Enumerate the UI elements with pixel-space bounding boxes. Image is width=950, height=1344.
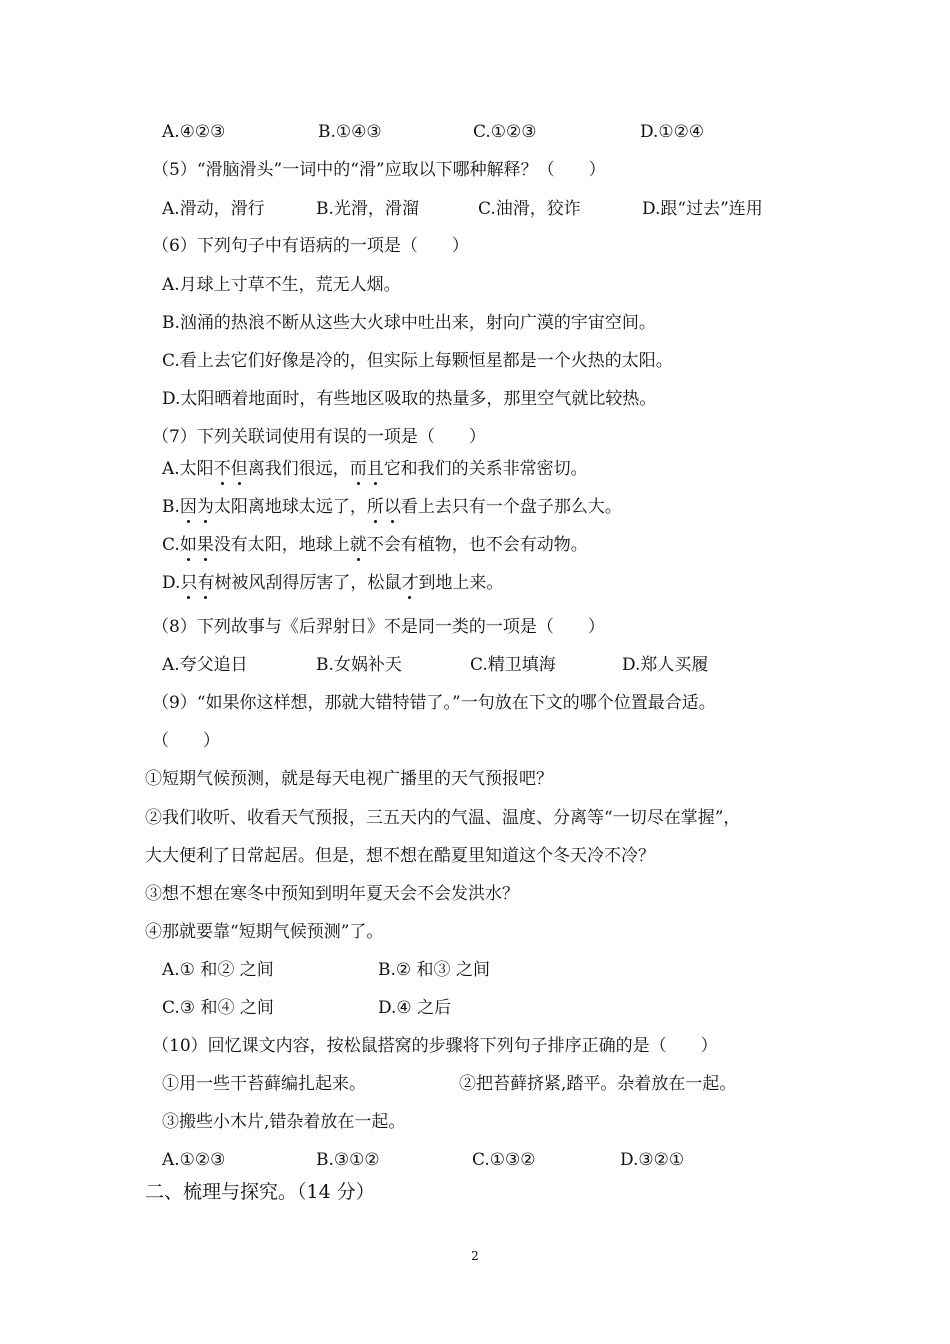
q7b-emphasis-4: 以 [383,497,401,517]
q8-option-a: A.夸父追日 [162,655,248,675]
q7a-emphasis-2: 但 [230,459,248,479]
q7c-emphasis-3: 就 [349,535,367,555]
q7c-text-1: C. [162,535,180,555]
q7b-emphasis-2: 为 [196,497,214,517]
q6-option-d: D.太阳晒着地面时，有些地区吸取的热量多，那里空气就比较热。 [162,389,657,409]
q7b-text-1: B. [162,497,180,517]
q9-passage-2: ②我们收听、收看天气预报，三五天内的气温、温度、分离等“一切尽在掌握”， [145,808,741,828]
q7c-emphasis-2: 果 [196,535,214,555]
q7c-text-2: 没有太阳，地球上 [213,535,350,555]
q8-option-d: D.郑人买履 [622,655,709,675]
q7b-text-3: 看上去只有一个盘子那么大。 [400,497,622,517]
q7b-text-2: 太阳离地球太远了， [213,497,367,517]
q10-option-d: D.③②① [620,1150,685,1170]
q9-option-a: A.① 和② 之间 [162,960,274,980]
q4-option-c: C.①②③ [473,122,537,142]
q4-option-a: A.④②③ [162,122,226,142]
q7-option-b [162,495,622,519]
q7a-emphasis-3: 而 [349,459,367,479]
q7d-text-1: D. [162,573,181,593]
q5-option-b: B.光滑，滑溜 [316,199,419,219]
q9-option-d: D.④ 之后 [378,998,452,1018]
q7c-emphasis-1: 如 [179,535,197,555]
q6-stem: （6）下列句子中有语病的一项是（ ） [152,236,469,256]
q9-passage-4: ③想不想在寒冬中预知到明年夏天会不会发洪水？ [145,884,519,904]
q10-item-3: ③搬些小木片,错杂着放在一起。 [162,1112,406,1132]
q8-stem: （8）下列故事与《后羿射日》不是同一类的一项是（ ） [152,617,605,637]
q7a-text-1: A.太阳 [162,459,214,479]
q8-option-c: C.精卫填海 [470,655,556,675]
q10-option-c: C.①③② [472,1150,536,1170]
q9-option-b: B.② 和③ 之间 [378,960,490,980]
q5-stem: （5）“滑脑滑头”一词中的“滑”应取以下哪种解释？（ ） [152,160,606,180]
q7a-text-3: 它和我们的关系非常密切。 [383,459,588,479]
q7d-text-3: 到地上来。 [418,573,504,593]
page-number: 2 [471,1249,479,1263]
q10-option-a: A.①②③ [162,1150,226,1170]
q7-option-d [162,571,503,595]
q7-stem: （7）下列关联词使用有误的一项是（ ） [152,427,486,447]
q10-stem: （10）回忆课文内容，按松鼠搭窝的步骤将下列句子排序正确的是（ ） [152,1036,718,1056]
q10-item-2: ②把苔藓挤紧,踏平。杂着放在一起。 [459,1074,737,1094]
q4-option-b: B.①④③ [318,122,382,142]
q10-option-b: B.③①② [316,1150,380,1170]
q9-passage-3: 大大便利了日常起居。但是，想不想在酷夏里知道这个冬天冷不冷？ [145,846,655,866]
q7-option-a [162,457,588,481]
q6-option-a: A.月球上寸草不生，荒无人烟。 [162,275,401,295]
q7c-text-3: 不会有植物，也不会有动物。 [366,535,588,555]
q9-answer-blank: （ ） [152,731,220,751]
q7-option-c [162,533,588,557]
q7a-emphasis-1: 不 [213,459,231,479]
q7d-emphasis-3: 才 [401,573,419,593]
q9-passage-5: ④那就要靠“短期气候预测”了。 [145,922,384,942]
q7b-emphasis-3: 所 [366,497,384,517]
q9-option-c: C.③ 和④ 之间 [162,998,274,1018]
q7d-emphasis-2: 有 [197,573,215,593]
q6-option-b: B.汹涌的热浪不断从这些大火球中吐出来，射向广漠的宇宙空间。 [162,313,656,333]
q7b-emphasis-1: 因 [179,497,197,517]
q7d-emphasis-1: 只 [180,573,198,593]
q9-stem: （9）“如果你这样想，那就大错特错了。”一句放在下文的哪个位置最合适。 [152,693,716,713]
q7d-text-2: 树被风刮得厉害了，松鼠 [214,573,402,593]
q5-option-a: A.滑动，滑行 [162,199,265,219]
q7a-emphasis-4: 且 [366,459,384,479]
q6-option-c: C.看上去它们好像是冷的，但实际上每颗恒星都是一个火热的太阳。 [162,351,673,371]
q9-passage-1: ①短期气候预测，就是每天电视广播里的天气预报吧？ [145,769,553,789]
q5-option-c: C.油滑，狡诈 [478,199,581,219]
q8-option-b: B.女娲补天 [316,655,402,675]
q10-item-1: ①用一些干苔藓编扎起来。 [162,1074,366,1094]
q4-option-d: D.①②④ [640,122,705,142]
section-2-heading: 二、梳理与探究。（14 分） [145,1181,375,1203]
q7a-text-2: 离我们很远， [247,459,350,479]
q5-option-d: D.跟“过去”连用 [642,199,763,219]
